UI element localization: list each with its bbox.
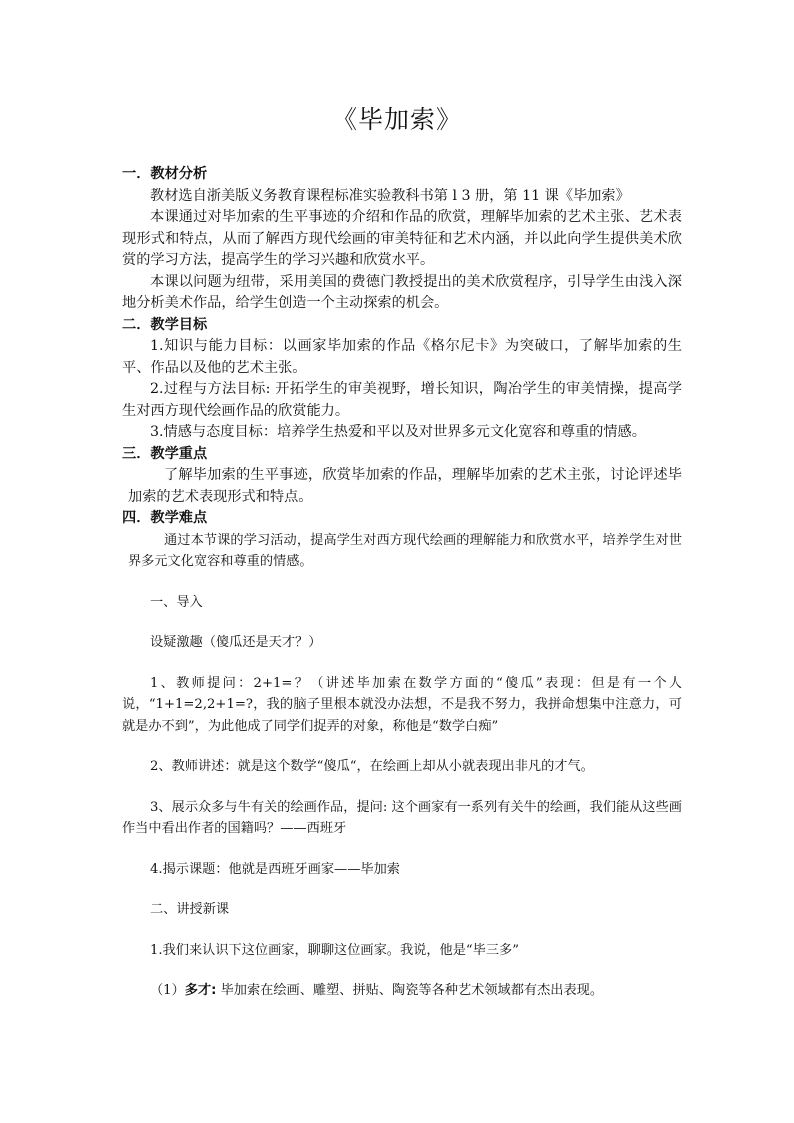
section-heading-difficulties: 四．教学难点: [122, 510, 208, 526]
section-heading-objectives: 二．教学目标: [122, 316, 208, 333]
paragraph: 本课通过对毕加索的生平事迹的介绍和作品的欣赏，理解毕加索的艺术主张、艺术表现形式和特点，从而了解西方现代绘画的审美特征和艺术内涵，并以此向学生提供美术欣赏的学习方法，提高学生的学习兴趣和欣赏水平。: [122, 209, 682, 268]
paragraph: 3、展示众多与牛有关的绘画作品，提问: 这个画家有一系列有关牛的绘画，我们能从这些画作当中看出作者的国籍吗？——西班牙: [122, 799, 682, 836]
paragraph: [122, 980, 682, 1002]
page-title: 《毕加索》: [331, 105, 462, 134]
paragraph: 了解毕加索的生平事迹，欣赏毕加索的作品，理解毕加索的艺术主张，讨论评述毕加索的艺术表现形式和特点。: [128, 467, 682, 505]
paragraph: 2.过程与方法目标: 开拓学生的审美视野，增长知识，陶冶学生的审美情操，提高学生对西方现代绘画作品的欣赏能力。: [122, 381, 682, 419]
paragraph: 4.揭示课题：他就是西班牙画家——毕加索: [150, 861, 400, 877]
paragraph: 教材选自浙美版义务教育课程标准实验教科书第 l 3 册，第 11 课《毕加索》: [150, 187, 630, 204]
paragraph: 通过本节课的学习活动，提高学生对西方现代绘画的理解能力和欣赏水平，培养学生对世界多元文化宽容和尊重的情感。: [128, 532, 682, 569]
subheading-new-lesson: 二、讲授新课: [150, 902, 230, 917]
list-marker: （1）: [150, 983, 185, 998]
paragraph: 设疑激趣（傻瓜还是天才？）: [150, 635, 322, 650]
document-content: [122, 164, 682, 1002]
paragraph: 1.我们来认识下这位画家，聊聊这位画家。我说，他是“毕三多”: [150, 942, 519, 958]
paragraph: 2、教师讲述：就是这个数学“傻瓜“，在绘画上却从小就表现出非凡的才气。: [150, 759, 594, 774]
section-heading-materials: 一．教材分析: [122, 166, 208, 182]
paragraph: 3.情感与态度目标：培养学生热爱和平以及对世界多元文化宽容和尊重的情感。: [150, 424, 646, 440]
subheading-intro: 一、导入: [150, 594, 203, 610]
paragraph: 1、教师提问：2+1=？（讲述毕加索在数学方面的“傻瓜”表现：但是有一个人说，“1+1=2,2+1=?，我的脑子里根本就没办法想，不是我不努力，我拼命想集中注意力，可就是办不到”，为此他成了同学们捉弄的对象，称他是“数学白痴”: [122, 675, 682, 734]
section-heading-key-points: 三．教学重点: [122, 445, 208, 462]
paragraph-text: 毕加索在绘画、雕塑、拼贴、陶瓷等各种艺术领域都有杰出表现。: [216, 983, 604, 998]
paragraph: 本课以问题为纽带，采用美国的费德门教授提出的美术欣赏程序，引导学生由浅入深地分析美术作品，给学生创造一个主动探索的机会。: [122, 273, 682, 311]
bold-term: 多才:: [184, 983, 217, 998]
paragraph: 1.知识与能力目标：以画家毕加索的作品《格尔尼卡》为突破口，了解毕加索的生平、作品以及他的艺术主张。: [122, 338, 682, 376]
